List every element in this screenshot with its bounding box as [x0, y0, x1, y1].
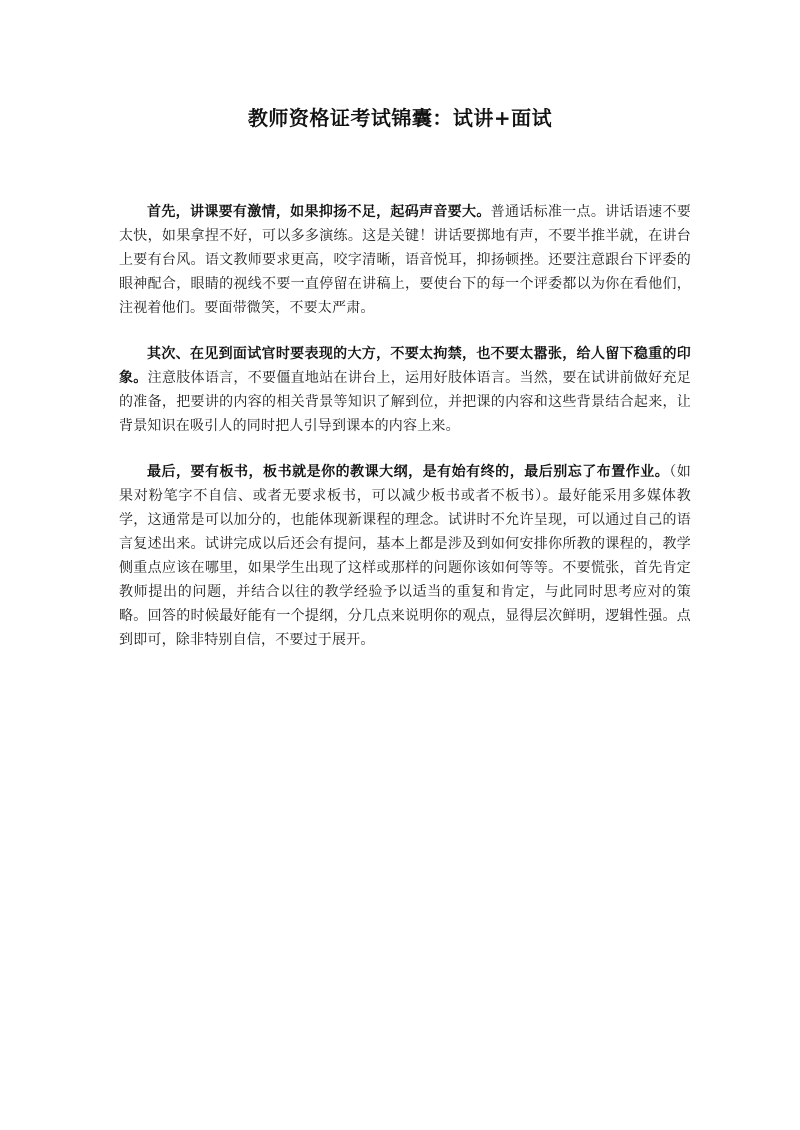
paragraph-3-lead: 最后，要有板书，板书就是你的教课大纲，是有始有终的，最后别忘了布置作业。: [147, 464, 670, 480]
paragraph-3: [119, 460, 691, 652]
paragraph-2-lead: 其次、在见到面试官时要表现的大方，不要太拘禁，也不要太嚣张，给人留下稳重的印象。: [119, 346, 691, 386]
paragraph-2-text: 注意肢体语言，不要僵直地站在讲台上，运用好肢体语言。当然，要在试讲前做好充足的准备，把要讲的内容的相关背景等知识了解到位，并把课的内容和这些背景结合起来，让背景知识在吸引人的同时把人引导到课本的内容上来。: [119, 370, 691, 434]
paragraph-1-text: 普通话标准一点。讲话语速不要太快，如果拿捏不好，可以多多演练。这是关键！讲话要掷地有声，不要半推半就，在讲台上要有台风。语文教师要求更高，咬字清晰，语音悦耳，抑扬顿挫。还要注意跟台下评委的眼神配合，眼睛的视线不要一直停留在讲稿上，要使台下的每一个评委都以为你在看他们，注视着他们。要面带微笑，不要太严肃。: [119, 204, 691, 316]
paragraph-2: [119, 342, 691, 438]
document-body: [119, 200, 691, 674]
document-title: 教师资格证考试锦囊：试讲+面试: [247, 106, 553, 130]
paragraph-3-text: （如果对粉笔字不自信、或者无要求板书，可以减少板书或者不板书）。最好能采用多媒体教学，这通常是可以加分的，也能体现新课程的理念。试讲时不允许呈现，可以通过自己的语言复述出来。试讲完成以后还会有提问，基本上都是涉及到如何安排你所教的课程的，教学侧重点应该在哪里，如果学生出现了这样或那样的问题你该如何等等。不要慌张，首先肯定教师提出的问题，并结合以往的教学经验予以适当的重复和肯定，与此同时思考应对的策略。回答的时候最好能有一个提纲，分几点来说明你的观点，显得层次鲜明，逻辑性强。点到即可，除非特别自信，不要过于展开。: [119, 464, 691, 648]
paragraph-1-lead: 首先，讲课要有激情，如果抑扬不足，起码声音要大。: [147, 204, 491, 220]
paragraph-1: [119, 200, 691, 320]
